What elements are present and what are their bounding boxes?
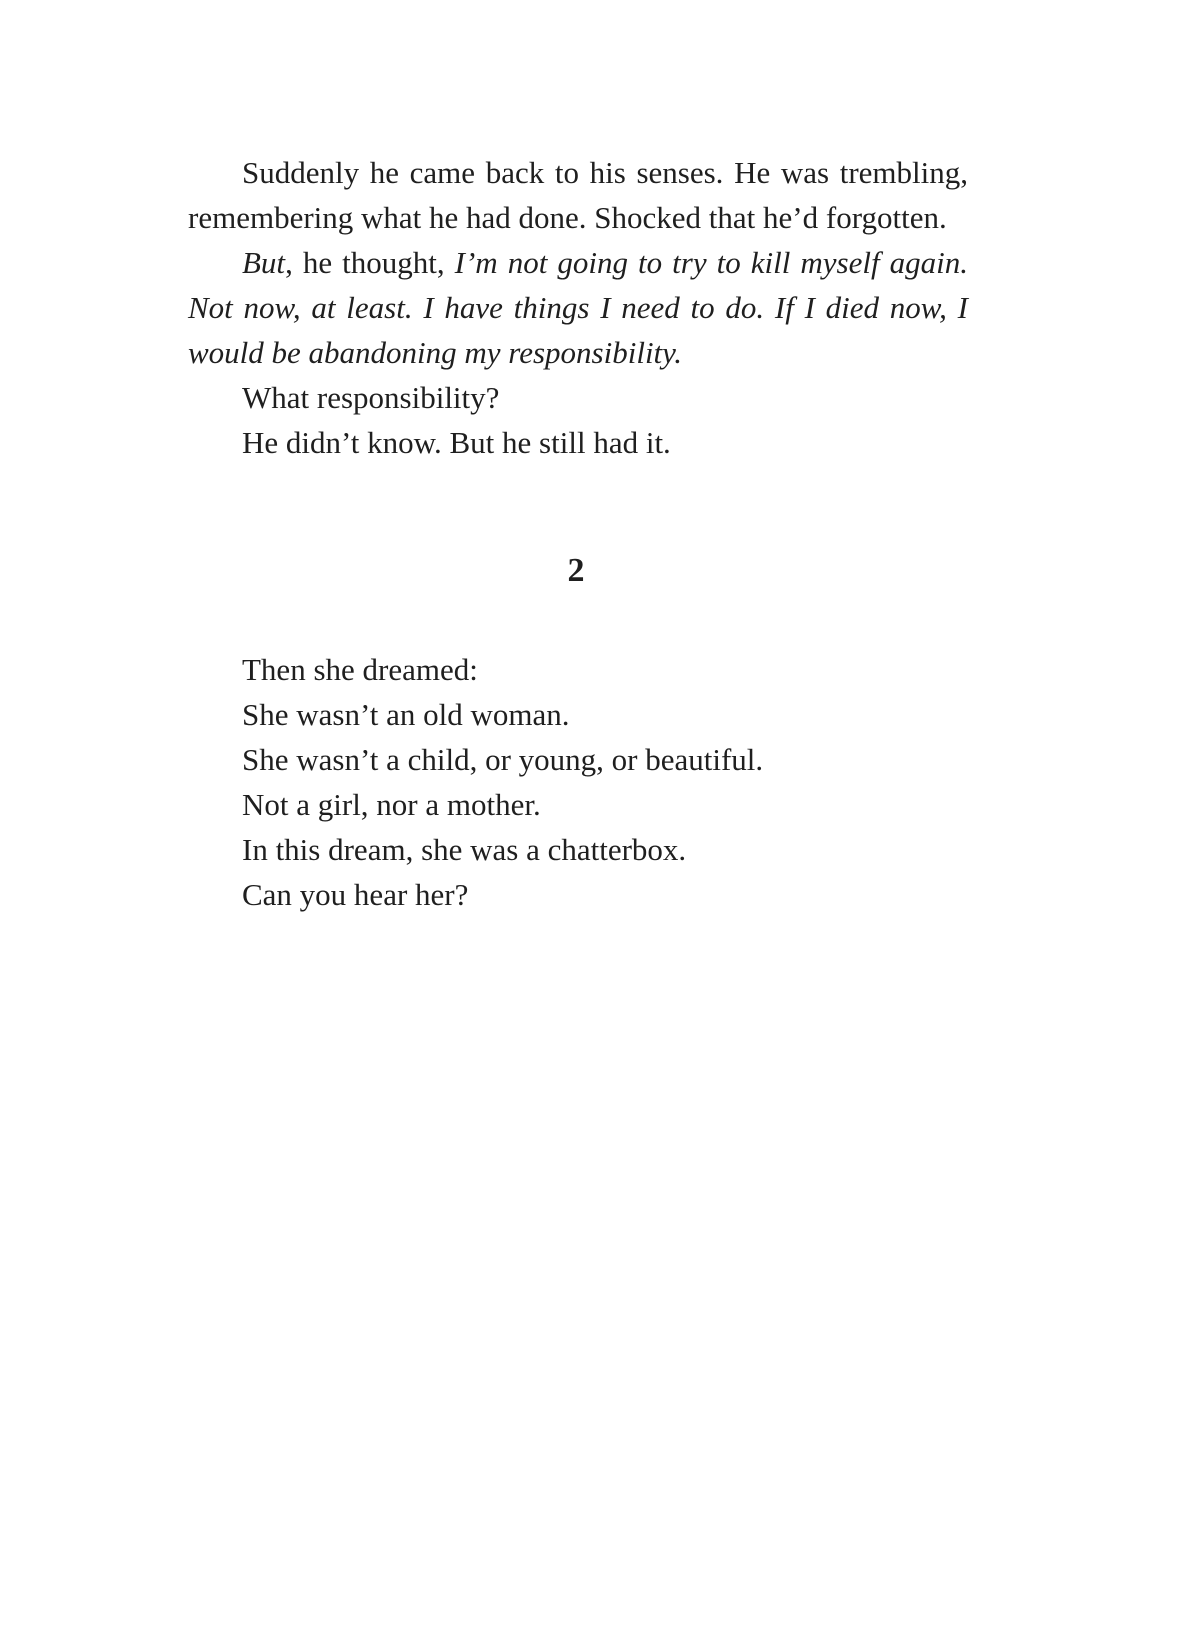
paragraph: Then she dreamed: — [242, 652, 478, 687]
paragraph-thought — [188, 240, 968, 375]
section-one-text — [188, 150, 968, 465]
paragraph: Not a girl, nor a mother. — [242, 787, 541, 822]
italic-text: But — [242, 245, 286, 280]
italic-text: I’m not going to try to kill myself again. Not now, at least. I have things I need to do. If I died now, I would be abandoning my responsibility. — [188, 245, 968, 370]
section-two-text — [188, 647, 968, 917]
paragraph: She wasn’t a child, or young, or beautiful. — [242, 742, 764, 777]
paragraph: She wasn’t an old woman. — [242, 697, 570, 732]
roman-text: , he thought, — [285, 245, 455, 280]
paragraph: What responsibility? — [242, 380, 500, 415]
paragraph: He didn’t know. But he still had it. — [242, 425, 671, 460]
paragraph: Suddenly he came back to his senses. He was trembling, remembering what he had done. Shocked that he’d forgotten. — [188, 155, 968, 235]
paragraph: In this dream, she was a chatterbox. — [242, 832, 687, 867]
paragraph: Can you hear her? — [242, 877, 469, 912]
chapter-number: 2 — [567, 552, 585, 589]
